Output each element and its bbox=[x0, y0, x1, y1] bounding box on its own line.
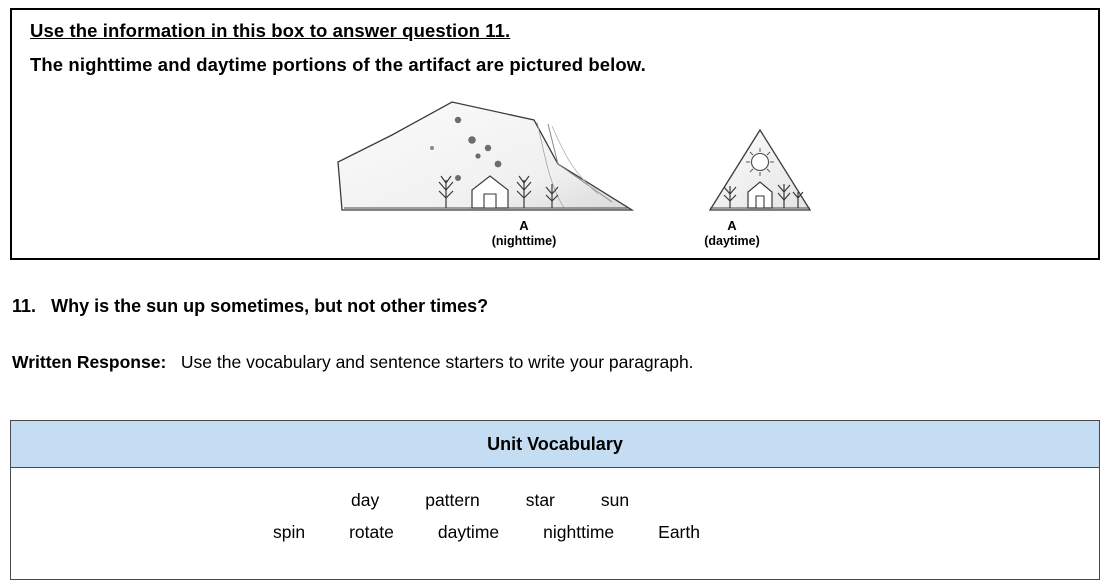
artifact-illustration bbox=[312, 90, 812, 255]
vocab-word: nighttime bbox=[543, 522, 615, 542]
vocab-word: sun bbox=[600, 490, 630, 510]
vocab-word: rotate bbox=[349, 522, 394, 542]
written-response-text: Use the vocabulary and sentence starters to write your paragraph. bbox=[180, 352, 694, 372]
written-response-label: Written Response: bbox=[12, 352, 167, 372]
figure-caption-nighttime bbox=[464, 218, 584, 250]
figure-letter-nighttime: A bbox=[519, 218, 529, 233]
vocabulary-row-2 bbox=[11, 522, 1110, 543]
figure-caption-daytime bbox=[672, 218, 792, 250]
figure-sublabel-daytime: (daytime) bbox=[704, 234, 760, 249]
question-number: 11. bbox=[12, 296, 37, 316]
stimulus-instruction: Use the information in this box to answer question 11. bbox=[30, 20, 511, 41]
written-response-line bbox=[12, 352, 694, 373]
question-text: Why is the sun up sometimes, but not other times? bbox=[51, 296, 489, 316]
vocab-word: day bbox=[351, 490, 380, 510]
vocab-word: Earth bbox=[658, 522, 700, 542]
vocabulary-body bbox=[11, 468, 1099, 580]
vocab-word: pattern bbox=[425, 490, 480, 510]
vocab-word: star bbox=[525, 490, 555, 510]
vocabulary-row-1 bbox=[11, 490, 1110, 511]
figure-sublabel-nighttime: (nighttime) bbox=[491, 234, 557, 249]
question-line bbox=[12, 296, 488, 317]
vocab-word: daytime bbox=[437, 522, 500, 542]
stimulus-box bbox=[10, 8, 1100, 260]
unit-vocabulary-table bbox=[10, 420, 1100, 580]
daytime-figure bbox=[710, 130, 810, 210]
vocab-word: spin bbox=[273, 522, 306, 542]
nighttime-figure bbox=[338, 102, 632, 210]
vocabulary-header: Unit Vocabulary bbox=[11, 421, 1099, 468]
figure-letter-daytime: A bbox=[727, 218, 737, 233]
stimulus-description: The nighttime and daytime portions of the artifact are pictured below. bbox=[30, 54, 646, 75]
